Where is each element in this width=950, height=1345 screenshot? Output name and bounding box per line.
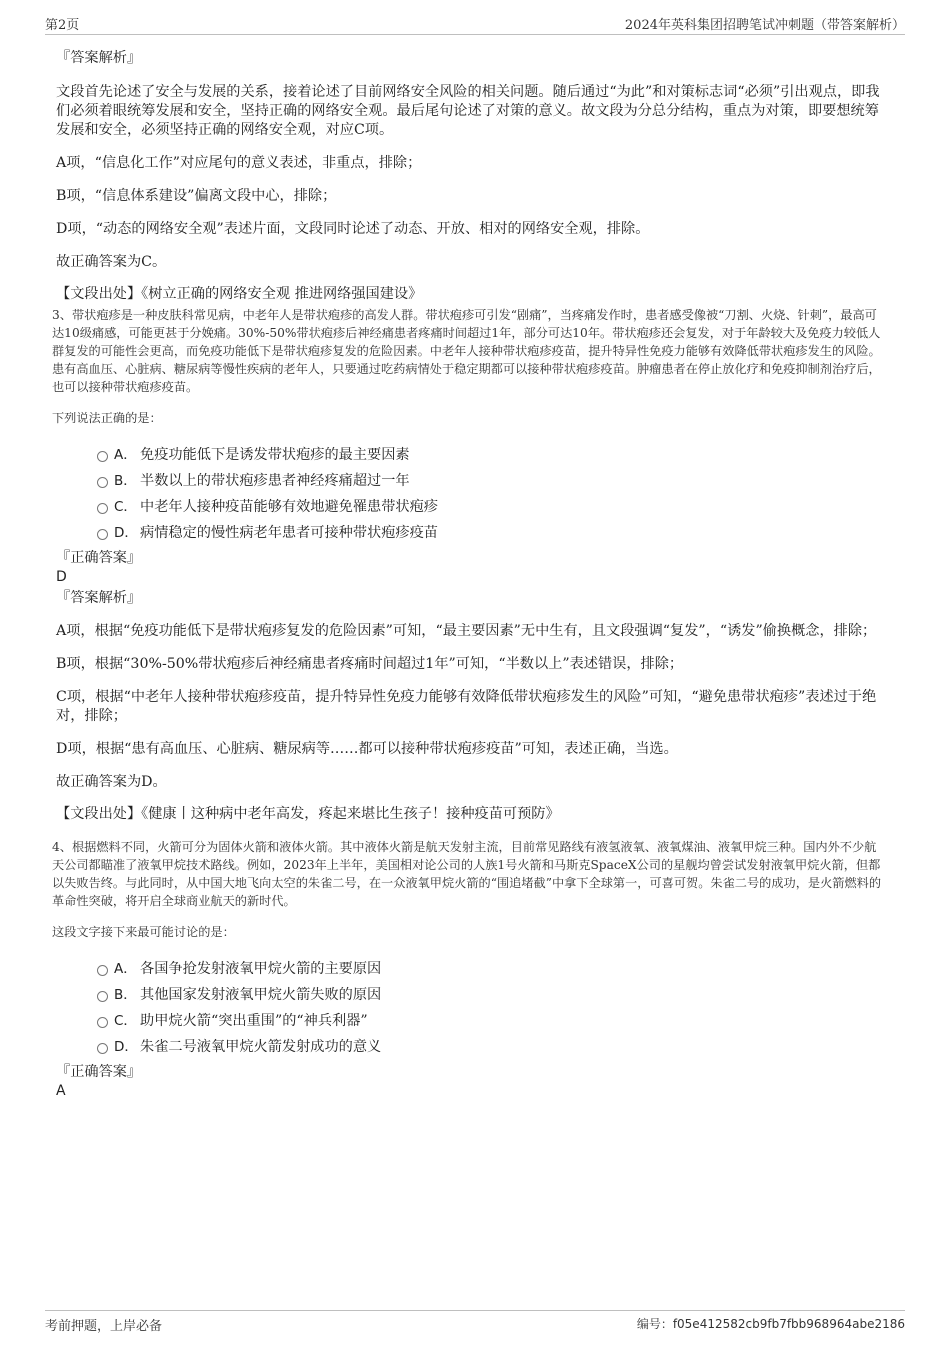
- q3-conclusion: 故正确答案为D。: [56, 774, 167, 790]
- q4-stem: 4、根据燃料不同，火箭可分为固体火箭和液体火箭。其中液体火箭是航天发射主流，目前常见路线有液氢液氧、液氧煤油、液氧甲烷三种。国内外不少航天公司都瞄准了液氧甲烷技术路线。例如，2023年上半年，美国相对论公司的人族1号火箭和马斯克SpaceX公司的星舰均曾尝试发射液氧甲烷火箭，但都以失败告终。与此同时，从中国大地飞向太空的朱雀二号，在一众液氧甲烷火箭的“围追堵截”中拿下全球第一，可喜可贺。朱雀二号的成功，是火箭燃料的革命性突破，将开启全球商业航天的新时代。: [52, 840, 882, 908]
- q3-options: [56, 442, 886, 546]
- page-header: [45, 14, 905, 35]
- q2-analysis-b: B项，“信息体系建设”偏离文段中心，排除；: [56, 188, 337, 204]
- q4-option-b[interactable]: B． 其他国家发射液氧甲烷火箭失败的原因: [56, 982, 886, 1008]
- q4-option-c[interactable]: C． 助甲烷火箭“突出重围”的“神兵利器”: [56, 1008, 886, 1034]
- q2-conclusion: 故正确答案为C。: [56, 254, 167, 270]
- q3-analysis-c: C项，根据“中老年人接种带状疱疹疫苗，提升特异性免疫力能够有效降低带状疱疹发生的风险”可知，“避免患带状疱疹”表述过于绝对，排除；: [56, 689, 877, 724]
- q3-analysis-label: 『答案解析』: [56, 590, 142, 606]
- q3-source: 【文段出处】《健康丨这种病中老年高发，疼起来堪比生孩子！接种疫苗可预防》: [56, 806, 560, 822]
- radio-icon[interactable]: [97, 991, 108, 1002]
- q4-answer-label: 『正确答案』: [56, 1064, 142, 1080]
- q3-option-c[interactable]: C． 中老年人接种疫苗能够有效地避免罹患带状疱疹: [56, 494, 886, 520]
- q2-source: 【文段出处】《树立正确的网络安全观 推进网络强国建设》: [56, 286, 423, 302]
- q2-analysis-d: D项，“动态的网络安全观”表述片面，文段同时论述了动态、开放、相对的网络安全观，排除。: [56, 221, 650, 237]
- q3-answer-label: 『正确答案』: [56, 550, 142, 566]
- document-body: [52, 44, 886, 1100]
- radio-icon[interactable]: [97, 1043, 108, 1054]
- page-footer: [45, 1310, 905, 1335]
- q3-analysis-a: A项，根据“免疫功能低下是带状疱疹复发的危险因素”可知，“最主要因素”无中生有，且文段强调“复发”，“诱发”偷换概念，排除；: [56, 623, 877, 639]
- q3-answer: D: [56, 569, 67, 585]
- q4-options: [56, 956, 886, 1060]
- q3-option-a[interactable]: A． 免疫功能低下是诱发带状疱疹的最主要因素: [56, 442, 886, 468]
- q4-option-d[interactable]: D． 朱雀二号液氧甲烷火箭发射成功的意义: [56, 1034, 886, 1060]
- radio-icon[interactable]: [97, 451, 108, 462]
- q2-analysis-label: 『答案解析』: [56, 50, 142, 66]
- radio-icon[interactable]: [97, 529, 108, 540]
- page-number: 第2页: [45, 18, 80, 33]
- q2-analysis-a: A项，“信息化工作”对应尾句的意义表述，非重点，排除；: [56, 155, 422, 171]
- q3-stem: 3、带状疱疹是一种皮肤科常见病，中老年人是带状疱疹的高发人群。带状疱疹可引发“剧痛”，当疼痛发作时，患者感受像被“刀割、火烧、针刺”，最高可达10级痛感，可能更甚于分娩痛。30%-50%带状疱疹后神经痛患者疼痛时间超过1年，部分可达10年。带状疱疹还会复发，对于年龄较大及免疫力较低人群复发的可能性会更高，而免疫功能低下是带状疱疹复发的危险因素。中老年人接种带状疱疹疫苗，提升特异性免疫力能够有效降低带状疱疹发生的风险。患有高血压、心脏病、糖尿病等慢性疾病的老年人，只要通过吃药病情处于稳定期都可以接种带状疱疹疫苗。肿瘤患者在停止放化疗和免疫抑制剂治疗后，也可以接种带状疱疹疫苗。: [52, 308, 881, 394]
- radio-icon[interactable]: [97, 477, 108, 488]
- document-code: 编号：f05e412582cb9fb7fbb968964abe2186: [636, 1317, 905, 1331]
- q4-question: 这段文字接下来最可能讨论的是：: [52, 925, 235, 939]
- radio-icon[interactable]: [97, 965, 108, 976]
- q3-analysis-b: B项，根据“30%-50%带状疱疹后神经痛患者疼痛时间超过1年”可知，“半数以上”表述错误，排除；: [56, 656, 684, 672]
- radio-icon[interactable]: [97, 1017, 108, 1028]
- radio-icon[interactable]: [97, 503, 108, 514]
- document-title: 2024年英科集团招聘笔试冲刺题（带答案解析）: [624, 18, 905, 33]
- footer-slogan: 考前押题，上岸必备: [45, 1319, 163, 1334]
- q3-question: 下列说法正确的是：: [52, 411, 162, 425]
- q3-option-d[interactable]: D． 病情稳定的慢性病老年患者可接种带状疱疹疫苗: [56, 520, 886, 546]
- q4-option-a[interactable]: A． 各国争抢发射液氧甲烷火箭的主要原因: [56, 956, 886, 982]
- q3-option-b[interactable]: B． 半数以上的带状疱疹患者神经疼痛超过一年: [56, 468, 886, 494]
- q4-answer: A: [56, 1083, 66, 1099]
- q2-analysis-text: 文段首先论述了安全与发展的关系，接着论述了目前网络安全风险的相关问题。随后通过“为此”和对策标志词“必须”引出观点，即我们必须着眼统筹发展和安全，坚持正确的网络安全观。最后尾句论述了对策的意义。故文段为分总分结构，重点为对策，即要想统筹发展和安全，必须坚持正确的网络安全观，对应C项。: [56, 84, 880, 138]
- q3-analysis-d: D项，根据“患有高血压、心脏病、糖尿病等……都可以接种带状疱疹疫苗”可知，表述正确，当选。: [56, 741, 678, 757]
